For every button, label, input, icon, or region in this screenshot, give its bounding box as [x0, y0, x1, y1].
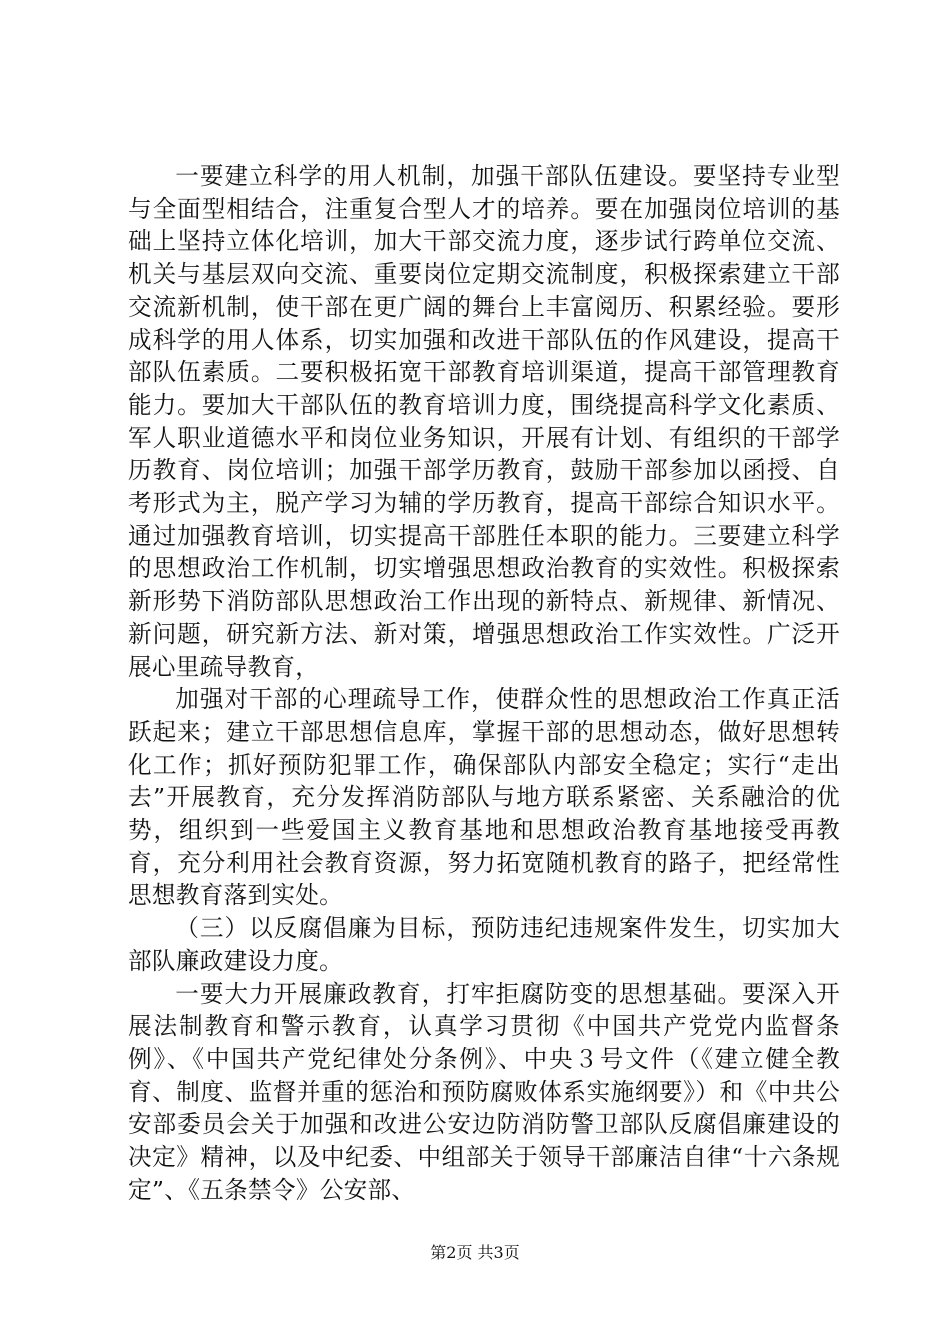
page-number-footer: 第2页 共3页 — [430, 1243, 520, 1262]
section-heading-anti-corruption: （三）以反腐倡廉为目标，预防违纪违规案件发生，切实加大部队廉政建设力度。 — [128, 914, 840, 975]
paragraph-integrity-education: 一要大力开展廉政教育，打牢拒腐防变的思想基础。要深入开展法制教育和警示教育，认真学习贯彻《中国共产党党内监督条例》、《中国共产党纪律处分条例》、中央３号文件（《建立健全教育、制度、监督并重的惩治和预防腐败体系实施纲要》）和《中共公安部委员会关于加强和改进公安边防消防警卫部队反腐倡廉建设的决定》精神，以及中纪委、中组部关于领导干部廉洁自律“十六条规定”、《五条禁令》公安部、 — [128, 979, 840, 1204]
paragraph-cadre-mechanism: 一要建立科学的用人机制，加强干部队伍建设。要坚持专业型与全面型相结合，注重复合型人才的培养。要在加强岗位培训的基础上坚持立体化培训，加大干部交流力度，逐步试行跨单位交流、机关与基层双向交流、重要岗位定期交流制度，积极探索建立干部交流新机制，使干部在更广阔的舞台上丰富阅历、积累经验。要形成科学的用人体系，切实加强和改进干部队伍的作风建设，提高干部队伍素质。二要积极拓宽干部教育培训渠道，提高干部管理教育能力。要加大干部队伍的教育培训力度，围绕提高科学文化素质、军人职业道德水平和岗位业务知识，开展有计划、有组织的干部学历教育、岗位培训；加强干部学历教育，鼓励干部参加以函授、自考形式为主，脱产学习为辅的学历教育，提高干部综合知识水平。通过加强教育培训，切实提高干部胜任本职的能力。三要建立科学的思想政治工作机制，切实增强思想政治教育的实效性。积极探索新形势下消防部队思想政治工作出现的新特点、新规律、新情况、新问题，研究新方法、新对策，增强思想政治工作实效性。广泛开展心里疏导教育， — [128, 162, 840, 681]
paragraph-psychological-guidance: 加强对干部的心理疏导工作，使群众性的思想政治工作真正活跃起来；建立干部思想信息库，掌握干部的思想动态，做好思想转化工作；抓好预防犯罪工作，确保部队内部安全稳定；实行“走出去”开展教育，充分发挥消防部队与地方联系紧密、关系融洽的优势，组织到一些爱国主义教育基地和思想政治教育基地接受再教育，充分利用社会教育资源，努力拓宽随机教育的路子，把经常性思想教育落到实处。 — [128, 685, 840, 910]
document-body — [128, 160, 840, 1207]
